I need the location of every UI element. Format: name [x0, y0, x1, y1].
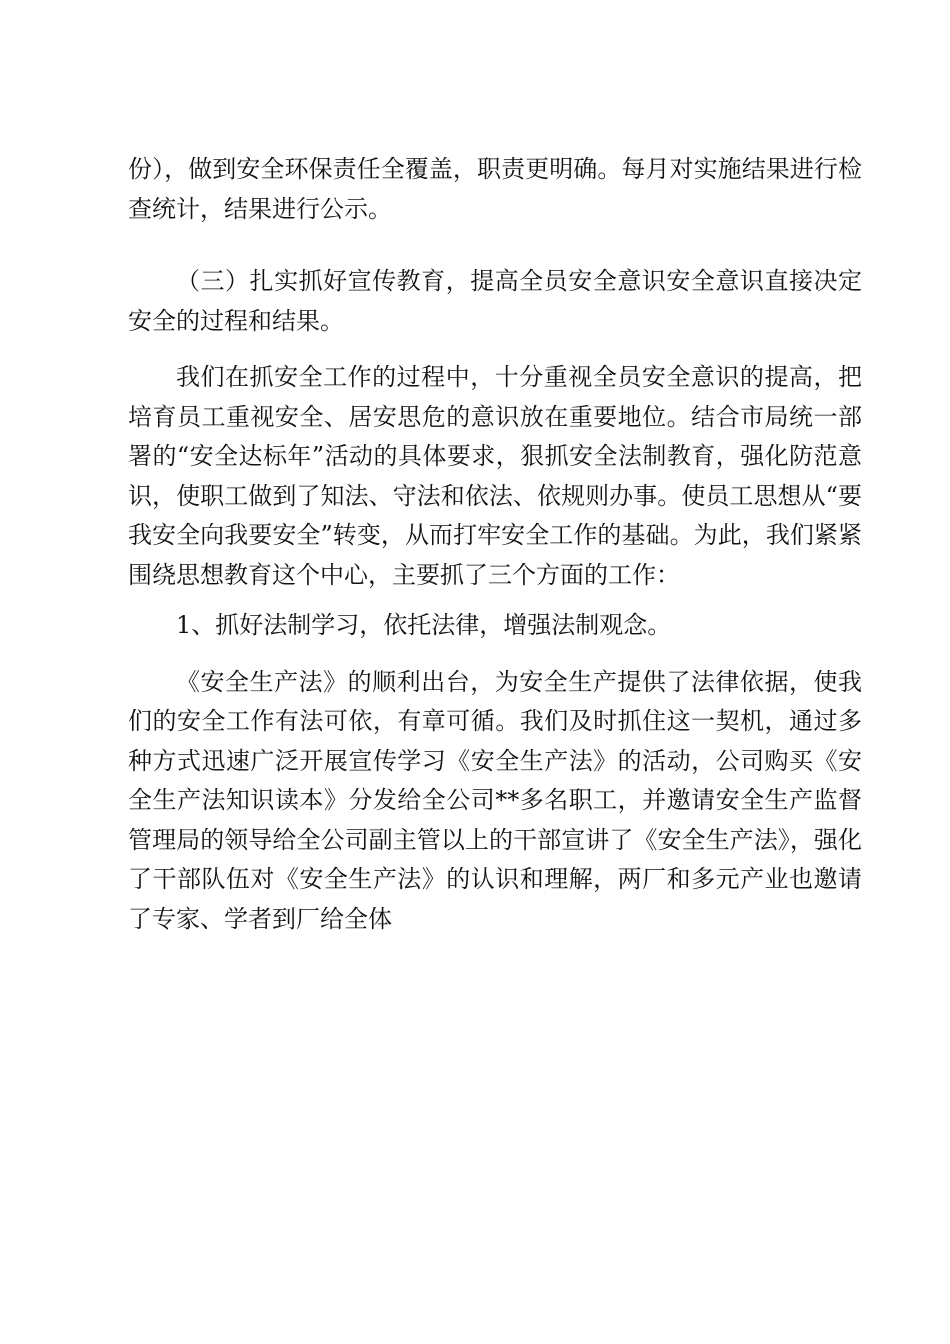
- paragraph-safety-law: 《安全生产法》的顺利出台，为安全生产提供了法律依据，使我们的安全工作有法可依，有章可循。我们及时抓住这一契机，通过多种方式迅速广泛开展宣传学习《安全生产法》的活动，公司购买《安全生产法知识读本》分发给全公司**多名职工，并邀请安全生产监督管理局的领导给全公司副主管以上的干部宣讲了《安全生产法》，强化了干部队伍对《安全生产法》的认识和理解，两厂和多元产业也邀请了专家、学者到厂给全体: [128, 667, 862, 933]
- section-heading-3: （三）扎实抓好宣传教育，提高全员安全意识安全意识直接决定安全的过程和结果。: [128, 267, 862, 335]
- paragraph-safety-awareness: 我们在抓安全工作的过程中，十分重视全员安全意识的提高，把培育员工重视安全、居安思危的意识放在重要地位。结合市局统一部署的“安全达标年”活动的具体要求，狠抓安全法制教育，强化防范意识，使职工做到了知法、守法和依法、依规则办事。使员工思想从“要我安全向我要安全”转变，从而打牢安全工作的基础。为此，我们紧紧围绕思想教育这个中心，主要抓了三个方面的工作：: [128, 363, 862, 589]
- document-page: [128, 150, 862, 939]
- paragraph-continuation: 份），做到安全环保责任全覆盖，职责更明确。每月对实施结果进行检查统计，结果进行公示。: [128, 155, 862, 223]
- subheading-1: 1、抓好法制学习，依托法律，增强法制观念。: [176, 611, 672, 639]
